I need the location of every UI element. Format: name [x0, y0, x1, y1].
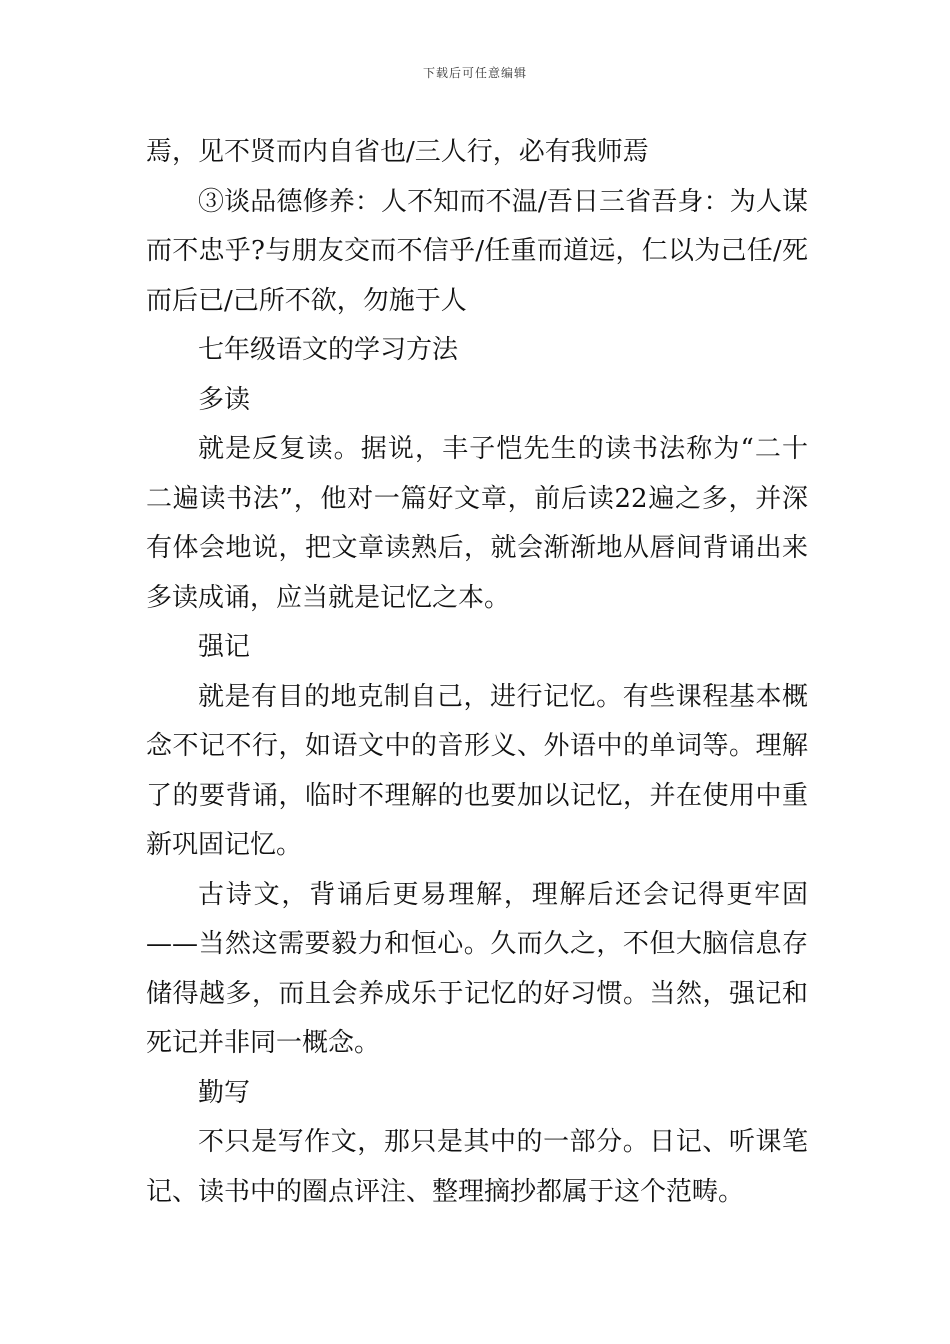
document-body	[146, 128, 808, 1217]
subheading-write-often: 勤写	[198, 1077, 251, 1108]
subheading-read-more: 多读	[198, 384, 251, 415]
paragraph-memorize: 就是有目的地克制自己，进行记忆。有些课程基本概念不记不行，如语文中的音形义、外语中的单词等。理解了的要背诵，临时不理解的也要加以记忆，并在使用中重新巩固记忆。	[146, 681, 808, 860]
paragraph-continuation: 焉，见不贤而内自省也/三人行，必有我师焉	[146, 137, 649, 167]
paragraph-write-often: 不只是写作文，那只是其中的一部分。日记、听课笔记、读书中的圈点评注、整理摘抄都属于这个范畴。	[146, 1127, 808, 1207]
paragraph-read-more: 就是反复读。据说，丰子恺先生的读书法称为“二十二遍读书法”，他对一篇好文章，前后读22遍之多，并深有体会地说，把文章读熟后，就会渐渐地从唇间背诵出来多读成诵，应当就是记忆之本。	[146, 434, 808, 613]
page-header: 下载后可任意编辑	[422, 66, 527, 80]
paragraph-moral-cultivation: ③谈品德修养：人不知而不温/吾日三省吾身：为人谋而不忠乎?与朋友交而不信乎/任重而道远，仁以为己任/死而后已/己所不欲，勿施于人	[146, 186, 808, 316]
section-title-study-methods: 七年级语文的学习方法	[198, 335, 459, 365]
paragraph-ancient-poetry: 古诗文，背诵后更易理解，理解后还会记得更牢固——当然这需要毅力和恒心。久而久之，不但大脑信息存储得越多，而且会养成乐于记忆的好习惯。当然，强记和死记并非同一概念。	[146, 879, 808, 1058]
subheading-memorize: 强记	[198, 632, 251, 662]
